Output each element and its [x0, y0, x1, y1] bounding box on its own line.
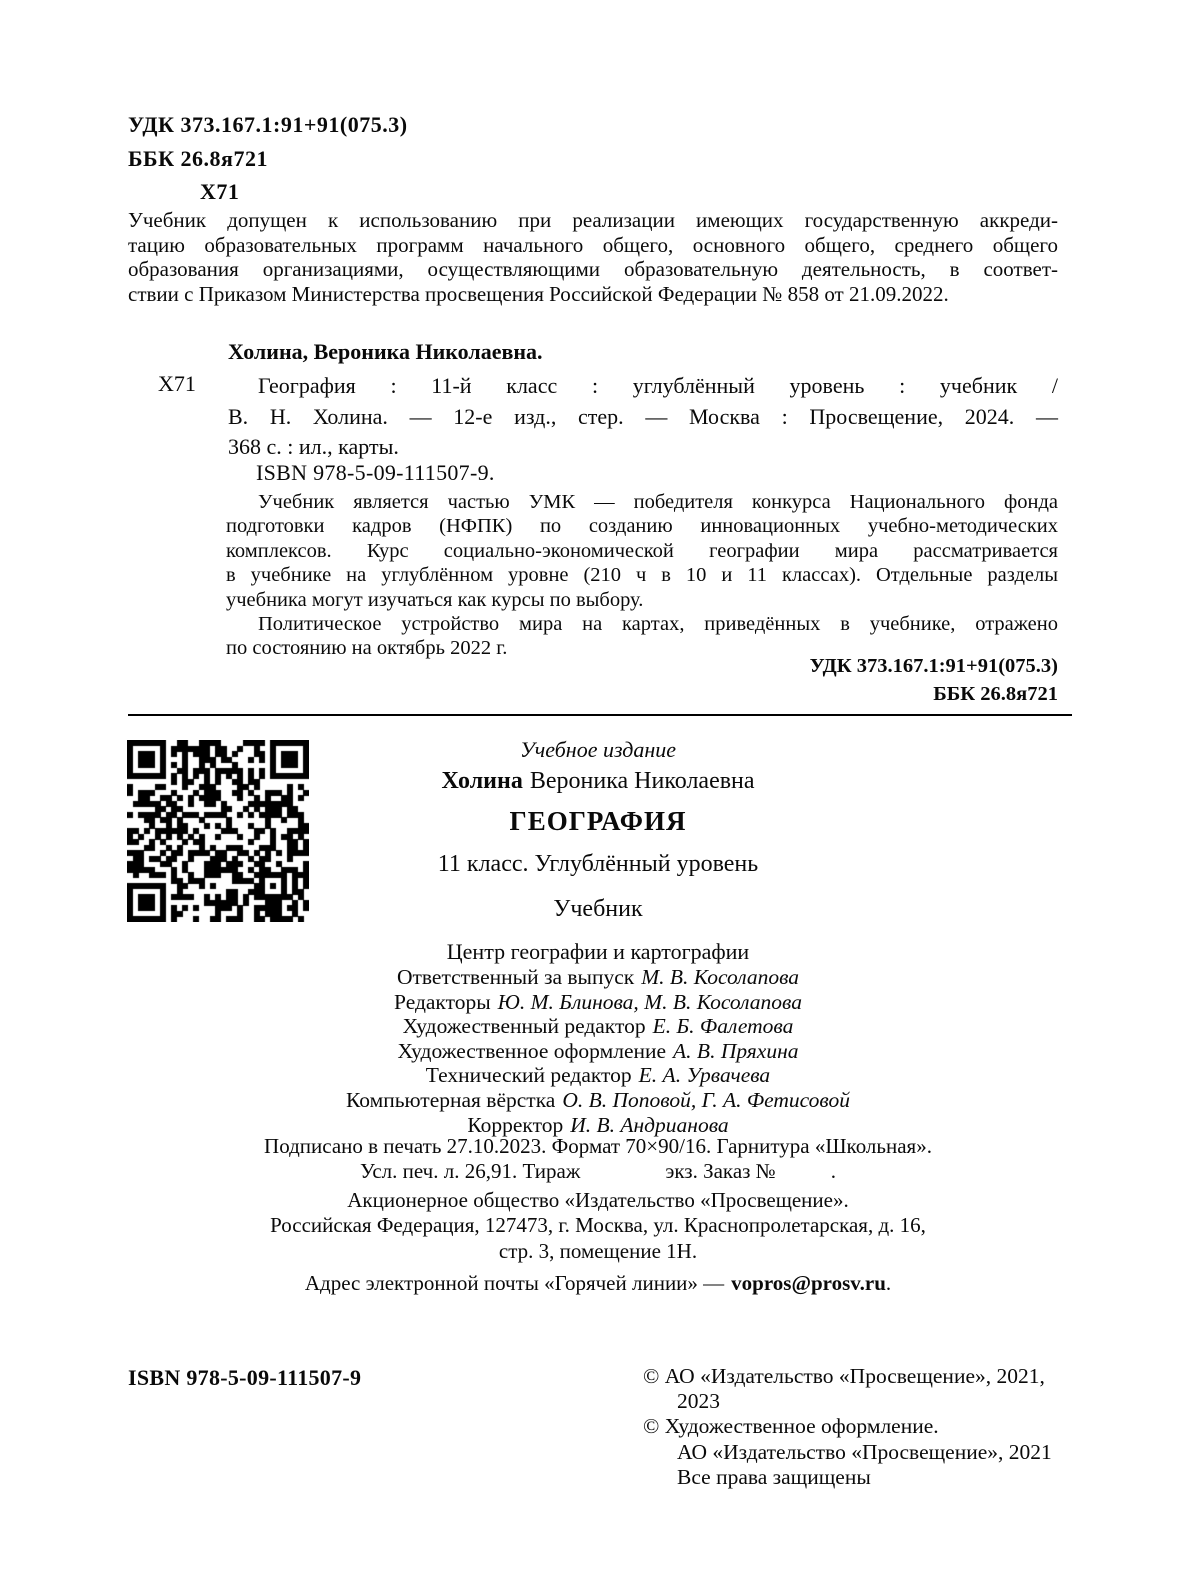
- admission-line: Учебник допущен к использованию при реализации имеющих государственную аккреди-: [128, 208, 1058, 232]
- catalog-isbn: ISBN 978-5-09-111507-9.: [256, 460, 495, 485]
- imprint-author-surname: Холина: [441, 768, 523, 794]
- hotline-email: vopros@prosv.ru: [731, 1271, 886, 1295]
- catalog-entry: [228, 371, 1058, 463]
- annotation-line: по состоянию на октябрь 2022 г.: [226, 637, 508, 660]
- credit-role: Художественное оформление: [397, 1038, 667, 1063]
- credits-list: [128, 965, 1068, 1137]
- admission-paragraph: [128, 208, 1058, 306]
- credit-name: Е. А. Урвачева: [638, 1063, 771, 1088]
- admission-line: ствии с Приказом Министерства просвещения Российской Федерации № 858 от 21.09.2022.: [128, 281, 949, 306]
- credit-role: Технический редактор: [425, 1063, 632, 1088]
- footer-isbn: ISBN 978-5-09-111507-9: [128, 1365, 362, 1390]
- credit-role: Компьютерная вёрстка: [346, 1087, 556, 1112]
- credit-line: [128, 1039, 1068, 1064]
- print-info-line2: [128, 1159, 1068, 1184]
- copyright-line: АО «Издательство «Просвещение», 2021: [677, 1439, 1052, 1464]
- annotation: [226, 490, 1058, 661]
- classification-codes-right: [810, 652, 1058, 708]
- credit-name: Е. Б. Фалетова: [652, 1014, 794, 1039]
- credit-line: [128, 965, 1068, 990]
- hotline-email-label: Адрес электронной почты «Горячей линии» —: [304, 1271, 725, 1295]
- catalog-entry-line: География : 11-й класс : углублённый уровень : учебник /: [258, 373, 1058, 398]
- annotation-line: учебника могут изучаться как курсы по выбору.: [226, 588, 644, 611]
- imprint-author-given: Вероника Николаевна: [529, 768, 755, 794]
- admission-line: тацию образовательных программ начального общего, основного общего, среднего общего: [128, 232, 1058, 257]
- credit-line: [128, 1063, 1068, 1088]
- copyright-line: © АО «Издательство «Просвещение», 2021,: [643, 1364, 1045, 1388]
- copyright-line: © Художественное оформление.: [643, 1414, 939, 1439]
- print-info-start: Усл. печ. л. 26,91. Тираж: [360, 1159, 581, 1183]
- credit-role: Корректор: [467, 1112, 564, 1137]
- udk-code-right: УДК 373.167.1:91+91(075.3): [809, 655, 1058, 677]
- admission-line: образования организациями, осуществляющими образовательную деятельность, в соответ-: [128, 257, 1058, 282]
- divider-rule: [128, 714, 1072, 716]
- print-info-end: .: [830, 1159, 836, 1183]
- book-kind: Учебник: [553, 896, 643, 922]
- credit-role: Ответственный за выпуск: [396, 965, 635, 989]
- bbk-code-right: ББК 26.8я721: [933, 683, 1058, 705]
- book-title: ГЕОГРАФИЯ: [509, 806, 687, 836]
- publisher-line: Российская Федерация, 127473, г. Москва, ул. Краснопролетарская, д. 16,: [270, 1213, 926, 1238]
- catalog-entry-line: В. Н. Холина. — 12-е изд., стер. — Москва : Просвещение, 2024. —: [228, 403, 1058, 429]
- catalog-author-heading: Холина, Вероника Николаевна.: [228, 339, 543, 364]
- catalog-author-sign: Х71: [158, 371, 196, 396]
- publisher-department: Центр географии и картографии: [446, 939, 750, 964]
- author-sign-code: Х71: [200, 179, 240, 204]
- hotline-email-line: [128, 1271, 1068, 1296]
- credit-name: А. В. Пряхина: [673, 1038, 799, 1063]
- annotation-line: Учебник является частью УМК — победителя конкурса Национального фонда: [258, 491, 1058, 513]
- credit-name: М. В. Косолапова: [641, 965, 800, 989]
- credit-name: О. В. Поповой, Г. А. Фетисовой: [562, 1087, 850, 1112]
- udk-code: УДК 373.167.1:91+91(075.3): [128, 112, 408, 137]
- publisher-line: Акционерное общество «Издательство «Просвещение».: [347, 1188, 849, 1212]
- edition-type: Учебное издание: [519, 737, 677, 762]
- copyright-block: [643, 1364, 1083, 1490]
- credit-name: И. В. Андрианова: [570, 1112, 729, 1137]
- hotline-email-period: .: [885, 1271, 892, 1295]
- bbk-code: ББК 26.8я721: [128, 145, 268, 171]
- publisher-line: стр. 3, помещение 1Н.: [498, 1238, 698, 1263]
- credit-line: [128, 1088, 1068, 1113]
- credit-line: [128, 1014, 1068, 1039]
- imprint-author: [128, 768, 1068, 795]
- credit-role: Редакторы: [394, 989, 491, 1014]
- book-subtitle: 11 класс. Углублённый уровень: [437, 851, 759, 877]
- annotation-line: в учебнике на углублённом уровне (210 ч в 10 и 11 классах). Отдельные разделы: [226, 564, 1058, 587]
- annotation-line: подготовки кадров (НФПК) по созданию инновационных учебно-методических: [226, 515, 1058, 538]
- annotation-line: комплексов. Курс социально-экономической географии мира рассматривается: [226, 539, 1058, 562]
- print-info-mid: экз. Заказ №: [665, 1159, 776, 1183]
- classification-codes: [128, 108, 408, 209]
- credit-name: Ю. М. Блинова, М. В. Косолапова: [497, 989, 802, 1014]
- annotation-line: Политическое устройство мира на картах, приведённых в учебнике, отражено: [258, 613, 1058, 636]
- catalog-entry-line: 368 с. : ил., карты.: [228, 434, 399, 460]
- credit-role: Художественный редактор: [402, 1014, 646, 1039]
- copyright-line: Все права защищены: [677, 1464, 871, 1489]
- copyright-line: 2023: [677, 1389, 720, 1414]
- print-info-line1: Подписано в печать 27.10.2023. Формат 70×90/16. Гарнитура «Школьная».: [264, 1134, 932, 1158]
- publisher-address: [128, 1188, 1068, 1264]
- credit-line: [128, 990, 1068, 1015]
